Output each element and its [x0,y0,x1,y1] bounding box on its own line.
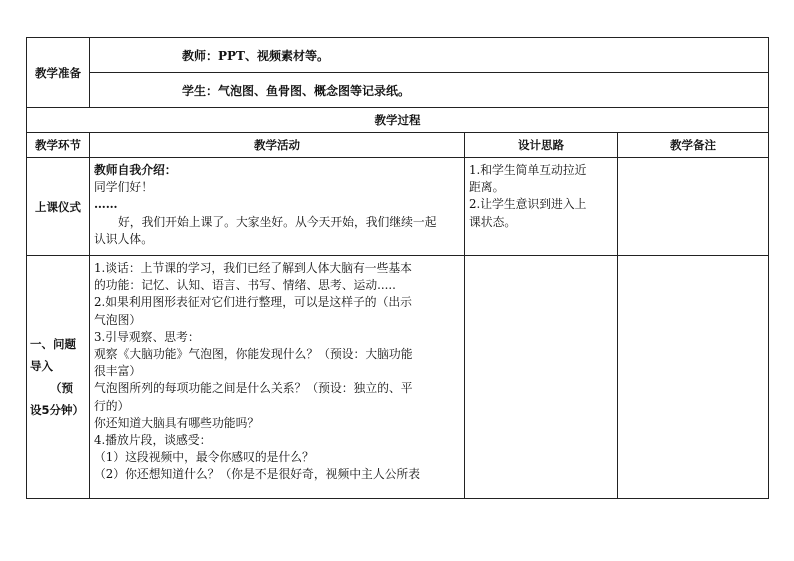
row1-design-line: 2.让学生意识到进入上 [469,197,587,212]
row1-activity-line: 认识人体。 [94,231,153,246]
row1-design-line: 1.和学生简单互动拉近 [469,163,587,177]
process-title: 教学过程 [27,108,769,133]
row2-activity-line: 1.谈话：上节课的学习，我们已经了解到人体大脑有一些基本 [94,261,412,275]
prep-label: 教学准备 [27,38,90,108]
row2-activity-line: （2）你还想知道什么？（你是不是很好奇，视频中主人公所表 [94,467,421,482]
row1-stage: 上课仪式 [27,158,90,256]
header-design: 设计思路 [465,133,618,158]
row2-note [618,256,769,499]
row2-design [465,256,618,499]
row1-activity-line: 同学们好！ [94,180,153,195]
row2-activity [90,256,465,499]
header-activity: 教学活动 [90,133,465,158]
row2-stage-line: 设5分钟） [30,403,85,417]
row1-activity-line: 教师自我介绍： [94,163,177,177]
row1-activity-line: 好，我们开始上课了。大家坐好。从今天开始，我们继续一起 [118,214,437,229]
prep-teacher: 教师：PPT、视频素材等。 [90,38,769,73]
row2-activity-line: 气泡图所列的每项功能之间是什么关系？（预设：独立的、平 [94,381,413,396]
row1-activity [90,158,465,256]
row2-stage-line: 一、问题 [30,337,76,351]
row1-note [618,158,769,256]
row2-activity-line: 的功能：记忆、认知、语言、书写、情绪、思考、运动..... [94,278,396,293]
row1-design [465,158,618,256]
row2-activity-line: 气泡图） [94,312,142,327]
row2-activity-line: 2.如果利用图形表征对它们进行整理，可以是这样子的（出示 [94,295,412,310]
row2-stage-line: 导入 [30,359,53,373]
header-note: 教学备注 [618,133,769,158]
row2-stage [27,256,90,499]
row2-activity-line: （1）这段视频中，最令你感叹的是什么？ [94,450,314,465]
row2-stage-line: （预 [50,381,73,395]
row2-activity-line: 行的） [94,398,130,413]
row2-activity-line: 观察《大脑功能》气泡图，你能发现什么？（预设：大脑功能 [94,347,413,362]
row2-activity-line: 3.引导观察、思考： [94,329,200,344]
row1-design-line: 课状态。 [469,214,517,229]
lesson-plan-table [26,37,769,499]
row1-design-line: 距离。 [469,180,505,195]
row2-activity-line: 很丰富） [94,364,142,379]
prep-student: 学生：气泡图、鱼骨图、概念图等记录纸。 [90,73,769,108]
header-stage: 教学环节 [27,133,90,158]
row2-activity-line: 你还知道大脑具有哪些功能吗？ [94,415,260,430]
row1-activity-line: …… [94,197,118,212]
row2-activity-line: 4.播放片段，谈感受： [94,433,212,448]
